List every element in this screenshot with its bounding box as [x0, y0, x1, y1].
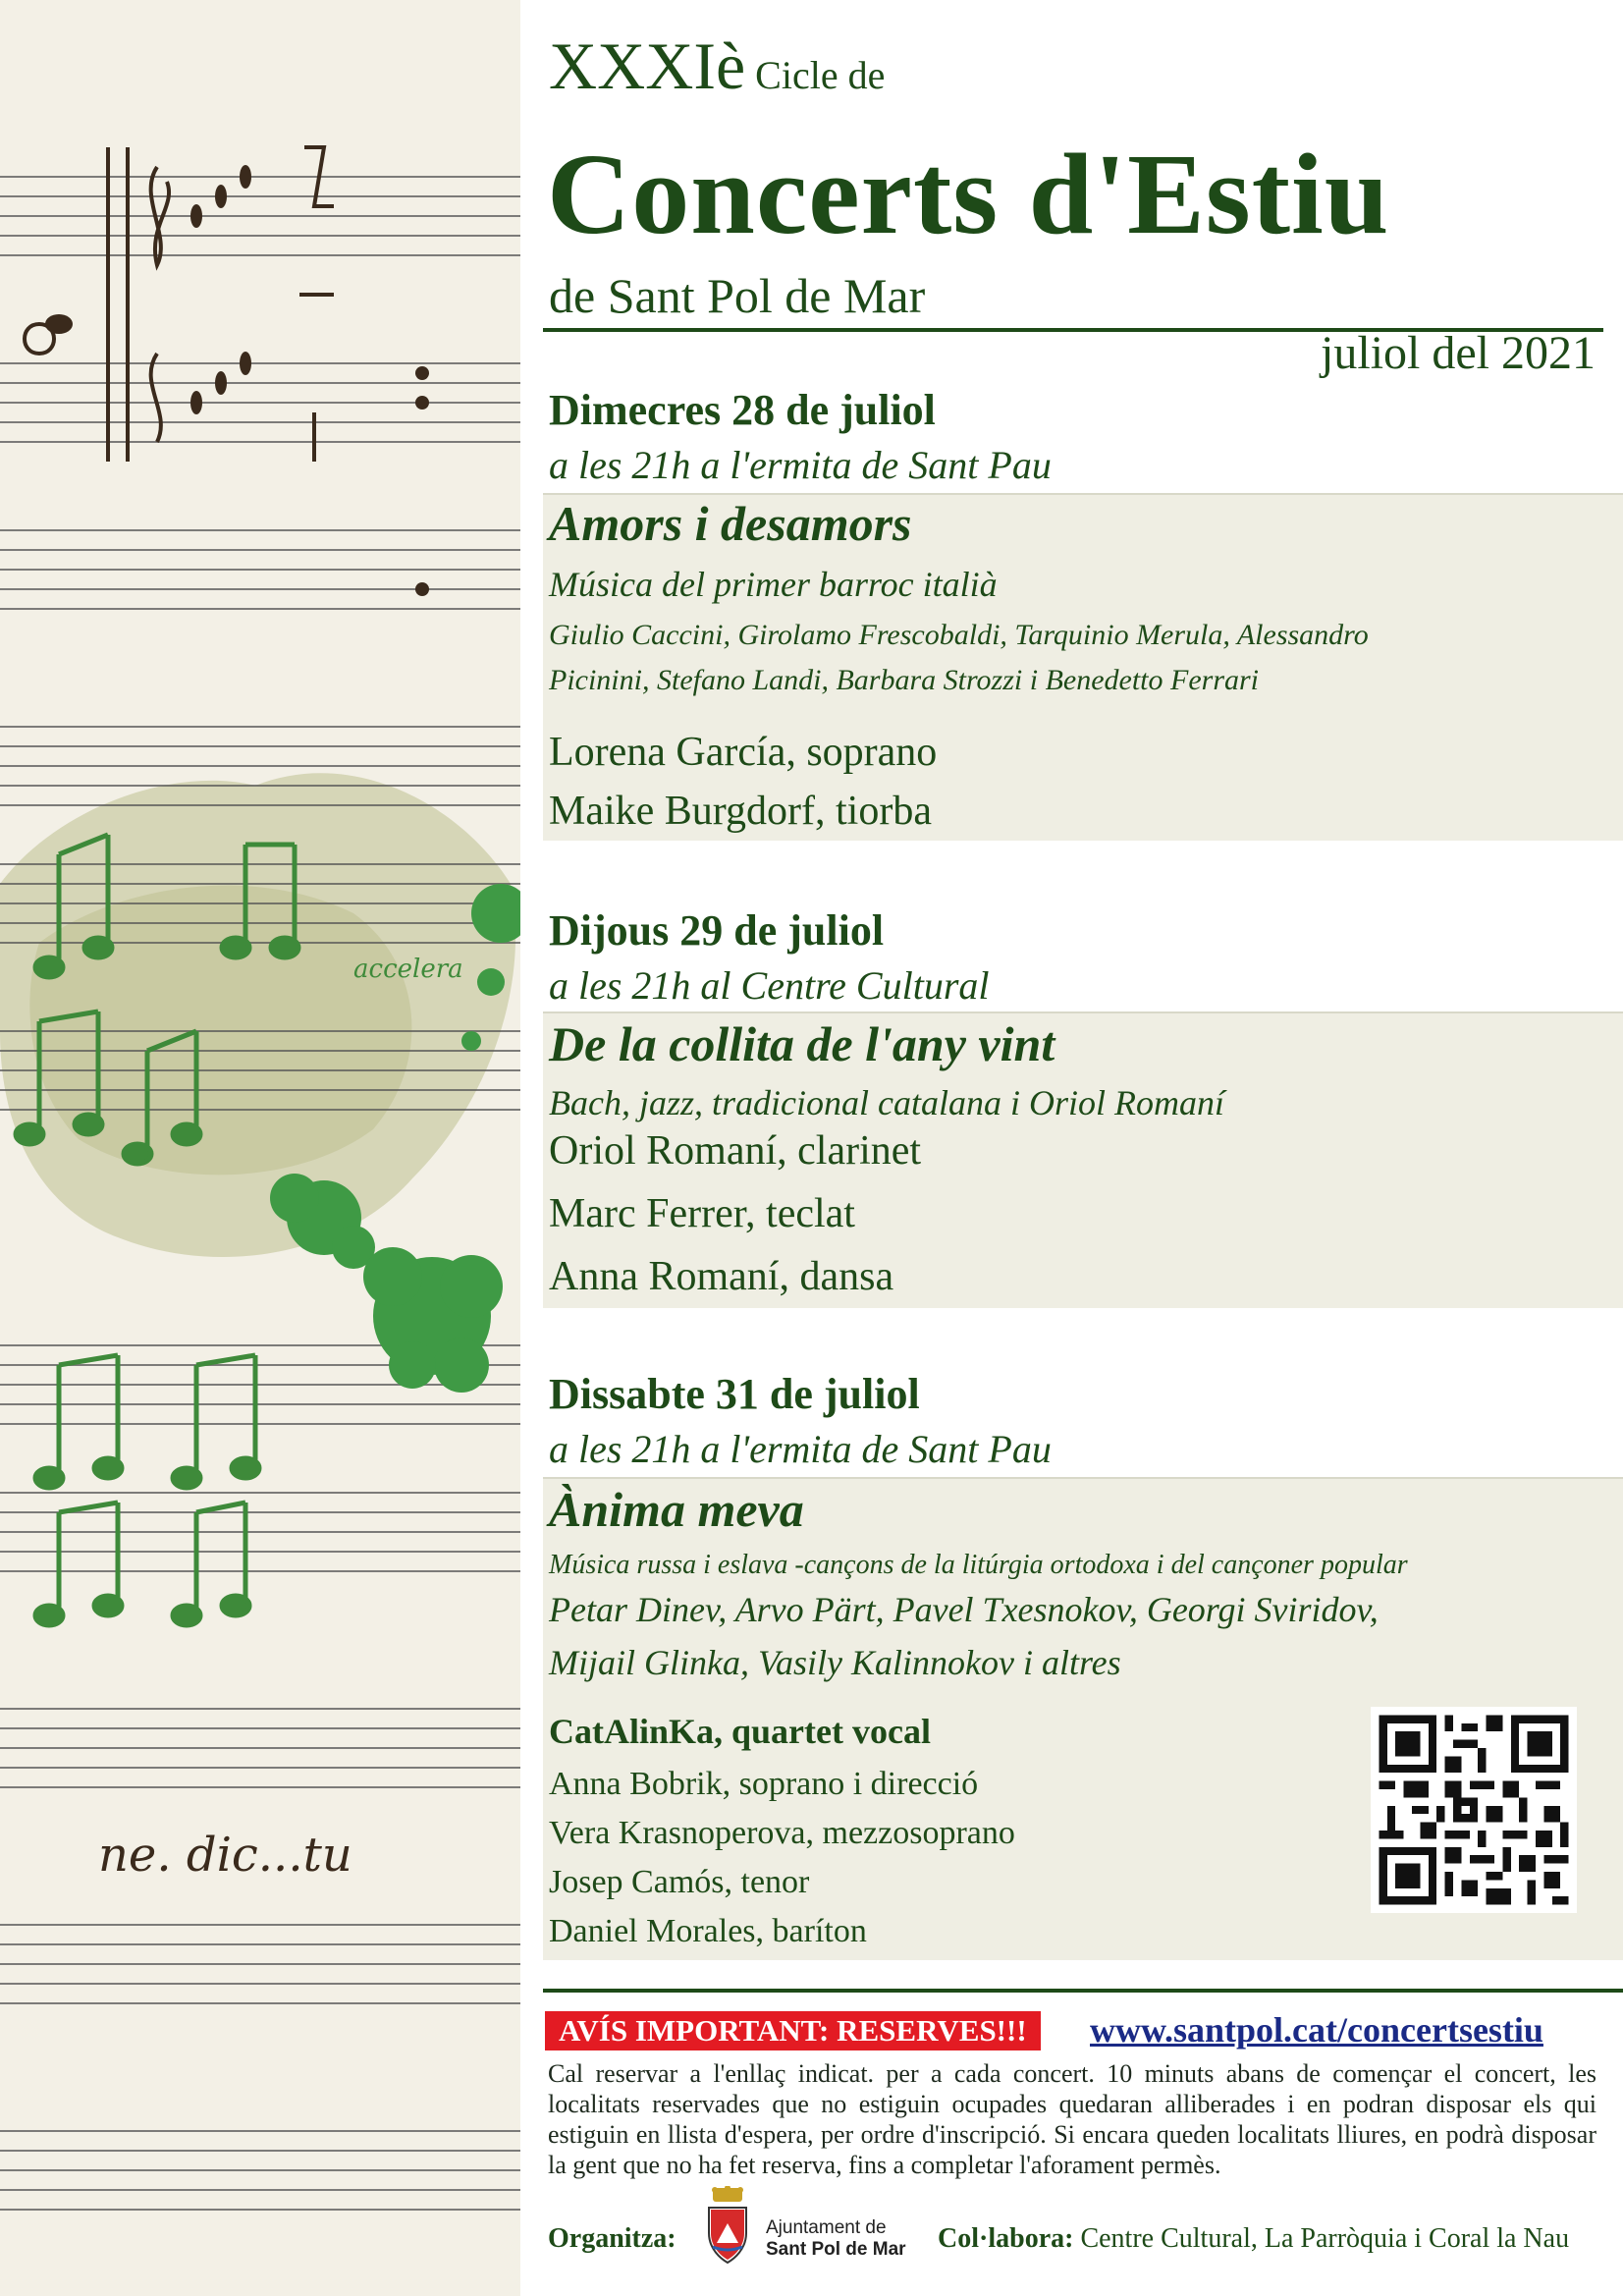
cicle-label: Cicle de [755, 53, 886, 97]
event-1-composers-line-2: Picinini, Stefano Landi, Barbara Strozzi i Benedetto Ferrari [549, 664, 1260, 696]
ajuntament-logo-text [766, 2217, 906, 2261]
event-1-performer-1: Lorena García, soprano [549, 730, 938, 775]
event-2-performer-2: Marc Ferrer, teclat [549, 1191, 855, 1236]
event-2-box [543, 1011, 1623, 1308]
event-3-composers-line-1: Petar Dinev, Arvo Pärt, Pavel Txesnokov, Georgi Sviridov, [549, 1590, 1379, 1629]
svg-text:ne. dic...tu: ne. dic...tu [98, 1828, 352, 1883]
reservation-notice: Cal reservar a l'enllaç indicat. per a cada concert. 10 minuts abans de començar el concert, les localitats reservades que no estiguin ocupades quedaran alliberades i en podran disposar els qui estiguin en llista d'espera, per ordre d'inscripció. Si encara queden localitats lliures, en podrà disposar la gent que no ha fet reserva, fins a completar l'aforament permès. [548, 2059, 1596, 2179]
event-2-day: Dijous 29 de juliol [549, 906, 885, 955]
event-2-title: De la collita de l'any vint [549, 1016, 1055, 1071]
edition-number: XXXIè [549, 28, 746, 103]
poster-content [543, 0, 1623, 2296]
event-3-performer-3: Josep Camós, tenor [549, 1864, 810, 1900]
poster-subtitle: de Sant Pol de Mar [549, 268, 926, 323]
colabora-text: Centre Cultural, La Parròquia i Coral la Nau [1080, 2223, 1570, 2254]
event-3-title: Ànima meva [549, 1482, 804, 1537]
qr-code-icon[interactable] [1371, 1707, 1577, 1913]
event-3-performer-2: Vera Krasnoperova, mezzosoprano [549, 1815, 1015, 1851]
event-1-day: Dimecres 28 de juliol [549, 386, 936, 434]
colabora-section [938, 2223, 1569, 2255]
event-2-performer-1: Oriol Romaní, clarinet [549, 1128, 922, 1174]
event-1-place: a les 21h a l'ermita de Sant Pau [549, 443, 1052, 487]
poster-title: Concerts d'Estiu [547, 130, 1390, 258]
town-coat-of-arms-icon [703, 2186, 752, 2265]
event-3-place: a les 21h a l'ermita de Sant Pau [549, 1427, 1052, 1471]
ajuntament-line-2: Sant Pol de Mar [766, 2239, 906, 2260]
colabora-label: Col·labora: [938, 2223, 1074, 2254]
music-manuscript-image [0, 0, 520, 2296]
organitza-label: Organitza: [548, 2223, 676, 2254]
event-3-subtitle: Música russa i eslava -cançons de la litúrgia ortodoxa i del cançoner popular [549, 1550, 1408, 1580]
event-1-performer-2: Maike Burgdorf, tiorba [549, 789, 932, 834]
event-3-day: Dissabte 31 de juliol [549, 1370, 920, 1418]
event-1-title: Amors i desamors [549, 496, 912, 551]
event-1-subtitle: Música del primer barroc italià [549, 565, 998, 604]
event-3-performer-1: Anna Bobrik, soprano i direcció [549, 1766, 979, 1802]
event-2-place: a les 21h al Centre Cultural [549, 963, 990, 1008]
event-3-ensemble: CatAlinKa, quartet vocal [549, 1712, 931, 1751]
event-3-performer-4: Daniel Morales, baríton [549, 1913, 867, 1949]
reservation-alert-badge: AVÍS IMPORTANT: RESERVES!!! [545, 2011, 1041, 2050]
event-3-composers-line-2: Mijail Glinka, Vasily Kalinnokov i altres [549, 1643, 1121, 1682]
svg-text:accelera: accelera [353, 955, 463, 984]
footer-divider [543, 1989, 1623, 1993]
poster-date: juliol del 2021 [1321, 327, 1596, 379]
event-1-box [543, 493, 1623, 841]
event-2-subtitle: Bach, jazz, tradicional catalana i Oriol Romaní [549, 1083, 1224, 1122]
reservation-link[interactable]: www.santpol.cat/concertsestiu [1090, 2010, 1543, 2050]
event-2-performer-3: Anna Romaní, dansa [549, 1254, 894, 1299]
edition-heading [549, 27, 885, 105]
ajuntament-line-1: Ajuntament de [766, 2217, 887, 2238]
event-1-composers-line-1: Giulio Caccini, Girolamo Frescobaldi, Tarquinio Merula, Alessandro [549, 619, 1369, 651]
